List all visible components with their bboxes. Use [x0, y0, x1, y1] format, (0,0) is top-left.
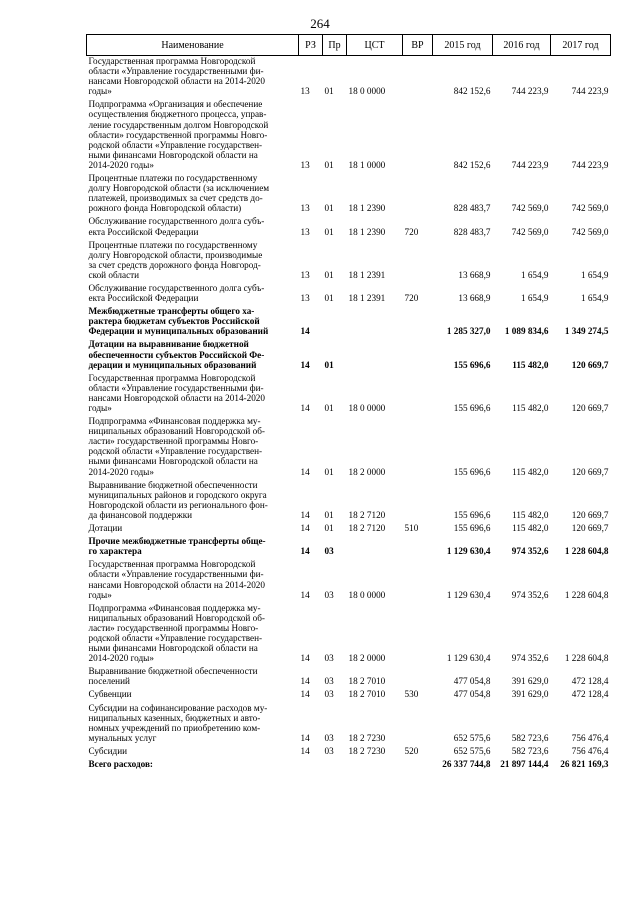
- cell-2017: 120 669,7: [571, 359, 609, 370]
- cell-2016: 115 482,0: [512, 359, 549, 370]
- cell-2015: 477 054,8: [453, 689, 491, 700]
- cell-2016: 115 482,0: [512, 523, 549, 534]
- cell-cst: 18 1 0000: [348, 159, 386, 170]
- cell-pr: 01: [324, 359, 334, 370]
- cell-name: Выравнивание бюджетной обеспеченности муниципальных районов и городского округа Новгородской области из регионального фон- да финансовой поддержки: [88, 479, 268, 520]
- cell-rz: 14: [300, 359, 310, 370]
- total-2016: 21 897 144,4: [500, 759, 549, 769]
- cell-vr: [403, 416, 433, 480]
- cell-2016: 115 482,0: [512, 509, 549, 520]
- cell-2015: 842 152,6: [453, 159, 491, 170]
- cell-pr: [323, 306, 347, 339]
- table-row: [87, 173, 611, 216]
- table-row: [87, 523, 611, 536]
- table-row: [87, 703, 611, 746]
- cell-vr: [403, 703, 433, 746]
- cell-rz: 14: [300, 732, 310, 743]
- cell-2015: 155 696,6: [453, 359, 491, 370]
- cell-2017: 744 223,9: [571, 159, 609, 170]
- cell-2017: 744 223,9: [571, 86, 609, 97]
- cell-vr: [403, 99, 433, 173]
- cell-2016: 1 654,9: [520, 293, 549, 304]
- cell-rz: 14: [300, 653, 310, 664]
- table-row: [87, 339, 611, 372]
- cell-name: Дотации: [88, 523, 123, 534]
- cell-rz: 14: [300, 745, 310, 756]
- cell-2017: 1 228 604,8: [564, 546, 609, 557]
- budget-table: [86, 34, 611, 772]
- cell-2017: 756 476,4: [571, 732, 609, 743]
- cell-vr: [403, 339, 433, 372]
- cell-name: Субвенции: [88, 689, 132, 700]
- cell-vr: [403, 559, 433, 602]
- cell-cst: 18 2 0000: [348, 653, 386, 664]
- table-row: [87, 99, 611, 173]
- cell-pr: 01: [324, 159, 334, 170]
- cell-rz: 14: [300, 523, 310, 534]
- table-row: [87, 603, 611, 667]
- header-2016: 2016 год: [493, 35, 551, 56]
- cell-2017: 742 569,0: [571, 226, 609, 237]
- cell-2015: 1 129 630,4: [446, 546, 491, 557]
- table-row: [87, 480, 611, 523]
- cell-2016: 742 569,0: [511, 226, 549, 237]
- cell-rz: 14: [300, 546, 310, 557]
- cell-cst: 18 2 7120: [348, 523, 386, 534]
- cell-2016: 582 723,6: [511, 745, 549, 756]
- table-row: [87, 216, 611, 239]
- cell-cst: 18 2 7010: [348, 689, 386, 700]
- cell-2017: 1 349 274,5: [564, 326, 609, 337]
- total-2015: 26 337 744,8: [442, 759, 491, 769]
- cell-2016: 744 223,9: [511, 86, 549, 97]
- cell-name: Государственная программа Новгородской области «Управление государственными фи- нансами Новгородской области на 2014-2020 годы»: [88, 56, 265, 97]
- cell-2015: 828 483,7: [453, 226, 491, 237]
- table-row: [87, 559, 611, 602]
- cell-cst: [347, 536, 403, 559]
- cell-pr: 01: [324, 403, 334, 413]
- cell-vr: 520: [404, 745, 419, 756]
- cell-rz: 13: [300, 226, 310, 237]
- cell-name: Обслуживание государственного долга субъ- екта Российской Федерации: [88, 216, 265, 237]
- table-row: [87, 306, 611, 339]
- header-rz: РЗ: [299, 35, 323, 56]
- cell-pr: 03: [324, 732, 334, 743]
- header-name: Наименование: [87, 35, 299, 56]
- cell-rz: 13: [300, 203, 310, 214]
- cell-cst: [347, 339, 403, 372]
- cell-vr: [403, 306, 433, 339]
- cell-2016: 974 352,6: [511, 653, 549, 664]
- cell-rz: 14: [300, 589, 310, 600]
- cell-pr: 03: [324, 676, 334, 687]
- header-vr: ВР: [403, 35, 433, 56]
- cell-cst: 18 2 0000: [348, 466, 386, 477]
- cell-pr: 03: [324, 546, 334, 557]
- table-row: [87, 283, 611, 306]
- cell-vr: [403, 240, 433, 283]
- cell-rz: 14: [300, 689, 310, 700]
- cell-cst: 18 2 7230: [348, 732, 386, 743]
- cell-pr: 03: [324, 745, 334, 756]
- cell-2015: 155 696,6: [453, 403, 491, 413]
- cell-rz: 14: [300, 326, 310, 337]
- cell-pr: 01: [324, 86, 334, 97]
- cell-cst: 18 1 2391: [348, 293, 386, 304]
- cell-2016: 1 089 834,6: [504, 326, 549, 337]
- cell-cst: 18 0 0000: [348, 403, 386, 413]
- cell-cst: 18 1 2391: [348, 269, 386, 280]
- cell-2017: 472 128,4: [571, 689, 609, 700]
- cell-2015: 1 129 630,4: [446, 653, 491, 664]
- cell-2016: 744 223,9: [511, 159, 549, 170]
- cell-2015: 13 668,9: [458, 269, 491, 280]
- cell-name: Государственная программа Новгородской области «Управление государственными фи- нансами Новгородской области на 2014-2020 годы»: [88, 559, 265, 600]
- table-header-row: [87, 35, 611, 56]
- cell-vr: 720: [404, 293, 419, 304]
- table-row: [87, 536, 611, 559]
- table-row: [87, 689, 611, 702]
- cell-pr: 03: [324, 589, 334, 600]
- cell-2015: 828 483,7: [453, 203, 491, 214]
- cell-vr: [403, 480, 433, 523]
- cell-pr: 01: [324, 523, 334, 534]
- cell-cst: 18 0 0000: [348, 86, 386, 97]
- cell-2017: 120 669,7: [571, 509, 609, 520]
- cell-name: Обслуживание государственного долга субъ- екта Российской Федерации: [88, 282, 265, 304]
- cell-2015: 652 575,6: [453, 732, 491, 743]
- cell-name: Подпрограмма «Финансовая поддержка му- ниципальных образований Новгородской об- ласти» государственной программы Новго- родской области «Управление государствен- ными финансами Новгородской области на 2014-2020 годы»: [88, 416, 265, 477]
- cell-vr: [403, 536, 433, 559]
- cell-vr: 530: [404, 689, 419, 700]
- cell-rz: 13: [300, 269, 310, 280]
- table-row: [87, 746, 611, 759]
- cell-name: Субсидии: [88, 745, 128, 756]
- cell-rz: 13: [300, 86, 310, 97]
- cell-vr: 720: [404, 226, 419, 237]
- cell-2015: 477 054,8: [453, 676, 491, 687]
- cell-rz: 14: [300, 676, 310, 687]
- cell-2015: 1 129 630,4: [446, 589, 491, 600]
- cell-2016: 115 482,0: [512, 403, 549, 413]
- cell-name: Подпрограмма «Организация и обеспечение осуществления бюджетного процесса, управ- ление государственным долгом Новгородской области» государственной программы Новго- родской области «Управление государствен- ными финансами Новгородской области на 2014-2020 годы»: [88, 99, 269, 170]
- cell-2017: 120 669,7: [571, 466, 609, 477]
- table-body: [87, 56, 611, 760]
- cell-2016: 974 352,6: [511, 589, 549, 600]
- cell-cst: 18 1 2390: [348, 203, 386, 214]
- cell-pr: 03: [324, 689, 334, 700]
- cell-2017: 1 228 604,8: [564, 653, 609, 664]
- cell-2016: 391 629,0: [511, 689, 549, 700]
- table-row: [87, 373, 611, 416]
- page-number: 264: [310, 16, 330, 31]
- cell-rz: 13: [300, 293, 310, 304]
- table-row: [87, 416, 611, 480]
- cell-vr: [403, 373, 433, 416]
- cell-pr: 01: [324, 509, 334, 520]
- cell-name: Подпрограмма «Финансовая поддержка му- ниципальных образований Новгородской об- ласти» государственной программы Новго- родской области «Управление государствен- ными финансами Новгородской области на 2014-2020 годы»: [88, 602, 265, 664]
- cell-2017: 1 654,9: [580, 269, 609, 280]
- cell-2017: 742 569,0: [571, 203, 609, 214]
- table-row: [87, 666, 611, 689]
- cell-pr: 01: [324, 293, 334, 304]
- header-pr: Пр: [323, 35, 347, 56]
- cell-2017: 1 654,9: [580, 293, 609, 304]
- cell-pr: 03: [324, 653, 334, 664]
- cell-cst: 18 0 0000: [348, 589, 386, 600]
- cell-cst: 18 2 7120: [348, 509, 386, 520]
- cell-2015: 155 696,6: [453, 509, 491, 520]
- cell-cst: [347, 306, 403, 339]
- cell-pr: 01: [324, 269, 334, 280]
- cell-2016: 391 629,0: [511, 676, 549, 687]
- cell-vr: [403, 603, 433, 667]
- table-row: [87, 56, 611, 100]
- cell-2015: 155 696,6: [453, 523, 491, 534]
- cell-cst: 18 2 7010: [348, 676, 386, 687]
- header-cst: ЦСТ: [347, 35, 403, 56]
- cell-rz: 13: [300, 159, 310, 170]
- cell-2017: 756 476,4: [571, 745, 609, 756]
- cell-2016: 742 569,0: [511, 203, 549, 214]
- total-row: [87, 759, 611, 772]
- total-2017: 26 821 169,3: [560, 759, 609, 769]
- cell-2016: 582 723,6: [511, 732, 549, 743]
- cell-rz: 14: [300, 509, 310, 520]
- header-2015: 2015 год: [433, 35, 493, 56]
- table-row: [87, 240, 611, 283]
- cell-cst: 18 1 2390: [348, 226, 386, 237]
- cell-2017: 472 128,4: [571, 676, 609, 687]
- cell-name: Субсидии на софинансирование расходов му- ниципальных казенных, бюджетных и авто- номных учреждений по приобретению ком- мунальных услуг: [88, 702, 268, 743]
- header-2017: 2017 год: [551, 35, 611, 56]
- cell-name: Процентные платежи по государственному долгу Новгородской области, производимые за счет средств дорожного фонда Новгород- ской области: [88, 239, 263, 280]
- cell-pr: 01: [324, 466, 334, 477]
- cell-2016: 115 482,0: [512, 466, 549, 477]
- cell-cst: 18 2 7230: [348, 745, 386, 756]
- cell-vr: [403, 666, 433, 689]
- cell-name: Выравнивание бюджетной обеспеченности поселений: [88, 666, 258, 687]
- cell-name: Межбюджетные трансферты общего ха- рактера бюджетам субъектов Российской Федерации и муниципальных образований: [88, 306, 269, 337]
- cell-2017: 1 228 604,8: [564, 589, 609, 600]
- cell-vr: 510: [404, 523, 419, 534]
- cell-name: Государственная программа Новгородской области «Управление государственными фи- нансами Новгородской области на 2014-2020 годы»: [88, 372, 265, 413]
- cell-name: Дотации на выравнивание бюджетной обеспеченности субъектов Российской Фе- дерации и муниципальных образований: [88, 339, 265, 370]
- cell-pr: 01: [324, 203, 334, 214]
- cell-2015: 652 575,6: [453, 745, 491, 756]
- cell-2016: 1 654,9: [520, 269, 549, 280]
- cell-2015: 1 285 327,0: [446, 326, 491, 337]
- cell-2016: 974 352,6: [511, 546, 549, 557]
- cell-2015: 13 668,9: [458, 293, 491, 304]
- cell-name: Процентные платежи по государственному долгу Новгородской области (за исключением платежей, производимых за счет средств до- рожного фонда Новгородской области): [88, 173, 270, 214]
- cell-rz: 14: [300, 403, 310, 413]
- cell-2017: 120 669,7: [571, 403, 609, 413]
- cell-vr: [403, 56, 433, 100]
- total-label: Всего расходов:: [88, 759, 153, 769]
- cell-2017: 120 669,7: [571, 523, 609, 534]
- cell-2015: 155 696,6: [453, 466, 491, 477]
- cell-rz: 14: [300, 466, 310, 477]
- cell-name: Прочие межбюджетные трансферты обще- го характера: [88, 536, 266, 557]
- cell-vr: [403, 173, 433, 216]
- cell-pr: 01: [324, 226, 334, 237]
- cell-2015: 842 152,6: [453, 86, 491, 97]
